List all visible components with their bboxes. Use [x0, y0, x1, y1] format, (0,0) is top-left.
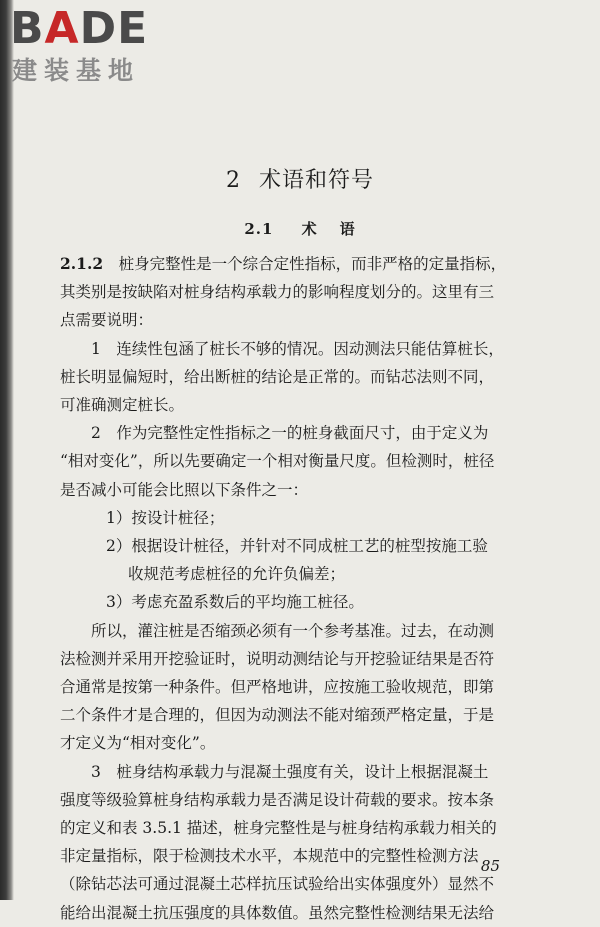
item1-line: 1 连续性包涵了桩长不够的情况。因动测法只能估算桩长， — [91, 339, 504, 358]
logo-letter-b: B — [10, 3, 45, 54]
conclusion-line: 二个条件才是合理的，但因为动测法不能对缩颈严格定量，于是 — [60, 706, 495, 725]
item3-line: 能给出混凝土抗压强度的具体数值。虽然完整性检测结果无法给 — [60, 903, 495, 922]
clause-paragraph — [60, 250, 522, 278]
clause-line: 其类别是按缺陷对桩身结构承载力的影响程度划分的。这里有三 — [60, 283, 495, 302]
body-text — [60, 250, 522, 927]
conclusion-line: 法检测并采用开挖验证时，说明动测结论与开挖验证结果是否符 — [60, 649, 495, 668]
condition-item: 3）考虑充盈系数后的平均施工桩径。 — [106, 593, 364, 612]
section-number: 2.1 — [244, 220, 274, 238]
chapter-title — [0, 166, 600, 196]
chapter-number: 2 — [225, 168, 241, 193]
page-number: 85 — [480, 857, 500, 875]
section-title-part1: 术 — [301, 220, 318, 238]
condition-continuation-text: 收规范考虑桩径的允许负偏差； — [128, 565, 346, 584]
conclusion-line: 合通常是按第一种条件。但严格地讲，应按施工验收规范，即第 — [60, 678, 495, 697]
logo-letters-de: DE — [79, 3, 149, 54]
logo-letter-a: A — [44, 3, 80, 54]
item2-line: “相对变化”，所以先要确定一个相对衡量尺度。但检测时，桩径 — [60, 452, 495, 471]
item1-line: 桩长明显偏短时，给出断桩的结论是正常的。而钻芯法则不同， — [60, 367, 495, 386]
item3-line: 3 桩身结构承载力与混凝土强度有关，设计上根据混凝土 — [91, 762, 489, 781]
item1-line: 可准确测定桩长。 — [60, 396, 185, 415]
condition-item: 2）根据设计桩径，并针对不同成桩工艺的桩型按施工验 — [106, 537, 488, 556]
page-binding-edge — [0, 0, 14, 900]
item3-line: 非定量指标，限于检测技术水平，本规范中的完整性检测方法 — [60, 847, 479, 866]
chapter-title-text: 术语和符号 — [258, 168, 374, 193]
item3-line: 强度等级验算桩身结构承载力是否满足设计荷载的要求。按本条 — [60, 790, 495, 809]
clause-line: 点需要说明： — [60, 311, 154, 330]
logo-subtitle: 建装基地 — [12, 56, 141, 85]
clause-line: 桩身完整性是一个综合定性指标，而非严格的定量指标， — [118, 255, 507, 273]
item3-line: （除钻芯法可通过混凝土芯样抗压试验给出实体强度外）显然不 — [60, 875, 495, 894]
logo-wordmark — [10, 4, 148, 54]
item3-line: 的定义和表 3.5.1 描述，桩身完整性是与桩身结构承载力相关的 — [60, 819, 497, 838]
condition-item-continuation — [60, 560, 522, 588]
section-title-part2: 语 — [339, 220, 356, 238]
section-title — [0, 218, 600, 240]
item2-line: 2 作为完整性定性指标之一的桩身截面尺寸，由于定义为 — [91, 424, 489, 443]
conclusion-line: 所以，灌注桩是否缩颈必须有一个参考基准。过去，在动测 — [91, 621, 495, 640]
watermark-logo — [10, 4, 185, 94]
condition-item: 1）按设计桩径； — [106, 508, 225, 527]
item2-line: 是否减小可能会比照以下条件之一： — [60, 480, 309, 499]
conclusion-line: 才定义为“相对变化”。 — [60, 734, 216, 753]
clause-number: 2.1.2 — [60, 254, 104, 273]
